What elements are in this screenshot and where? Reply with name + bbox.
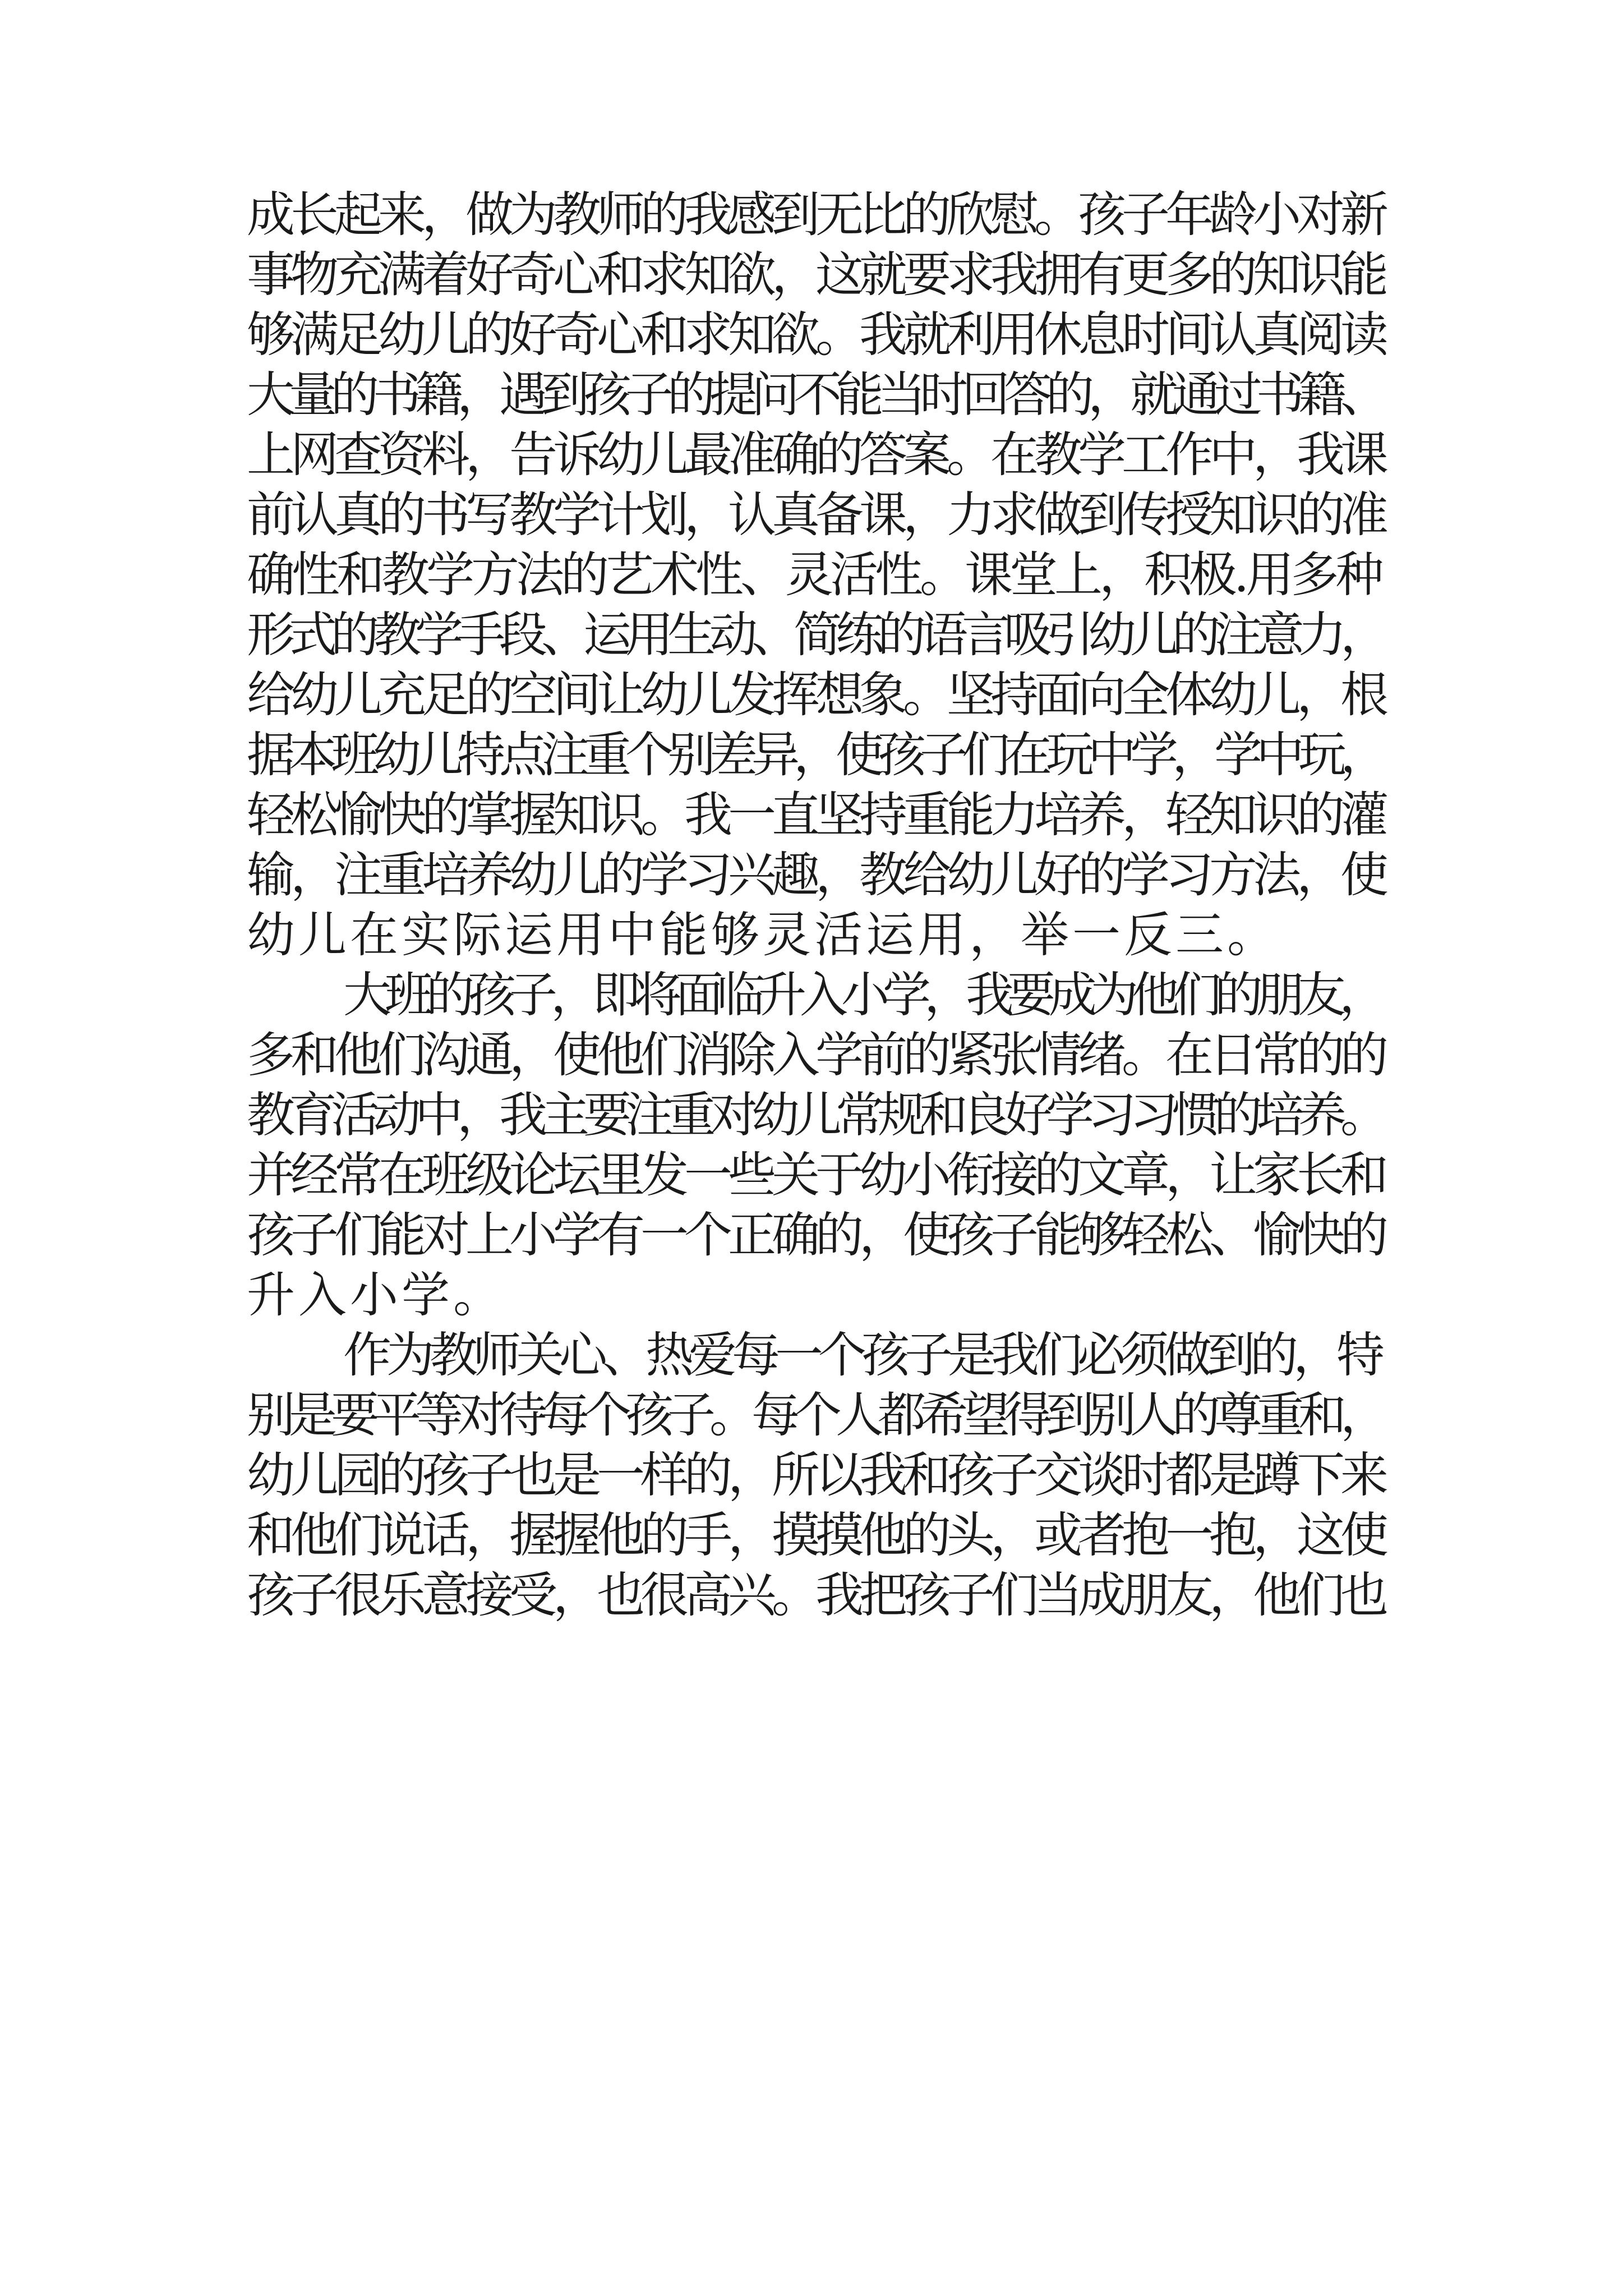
text-line: 据本班幼儿特点注重个别差异，使孩子们在玩中学，学中玩， <box>247 727 1382 783</box>
text-line: 升入小学。 <box>247 1267 505 1323</box>
text-line: 并经常在班级论坛里发一些关于幼小衔接的文章，让家长和 <box>247 1147 1384 1203</box>
text-line: 成长起来，做为教师的我感到无比的欣慰。孩子年龄小对新 <box>247 187 1384 243</box>
paragraph-2 <box>247 965 1385 1326</box>
text-line: 别是要平等对待每个孩子。每个人都希望得到别人的尊重和， <box>247 1387 1382 1443</box>
text-line: 幼儿在实际运用中能够灵活运用，举一反三。 <box>247 907 1279 963</box>
text-line: 孩子很乐意接受，也很高兴。我把孩子们当成朋友，他们也 <box>247 1567 1384 1623</box>
text-line-indented: 作为教师关心、热爱每一个孩子是我们必须做到的，特 <box>343 1327 1380 1383</box>
text-line: 轻松愉快的掌握知识。我一直坚持重能力培养，轻知识的灌 <box>247 787 1384 843</box>
text-line: 和他们说话，握握他的手，摸摸他的头，或者抱一抱，这使 <box>247 1507 1384 1563</box>
text-line: 上网查资料，告诉幼儿最准确的答案。在教学工作中，我课 <box>247 427 1384 483</box>
body-text <box>247 185 1385 1626</box>
text-line: 孩子们能对上小学有一个正确的，使孩子能够轻松、愉快的 <box>247 1207 1384 1263</box>
text-line: 前认真的书写教学计划，认真备课，力求做到传授知识的准 <box>247 487 1384 543</box>
text-line: 给幼儿充足的空间让幼儿发挥想象。坚持面向全体幼儿，根 <box>247 667 1384 723</box>
text-line: 形式的教学手段、运用生动、简练的语言吸引幼儿的注意力， <box>247 607 1382 663</box>
text-line: 事物充满着好奇心和求知欲，这就要求我拥有更多的知识能 <box>247 247 1384 303</box>
text-line: 输，注重培养幼儿的学习兴趣，教给幼儿好的学习方法，使 <box>247 847 1384 903</box>
paragraph-3 <box>247 1326 1385 1626</box>
text-line: 多和他们沟通，使他们消除入学前的紧张情绪。在日常的的 <box>247 1027 1384 1083</box>
paragraph-1 <box>247 185 1385 965</box>
text-line: 幼儿园的孩子也是一样的，所以我和孩子交谈时都是蹲下来 <box>247 1447 1384 1503</box>
text-line: 教育活动中，我主要注重对幼儿常规和良好学习习惯的培养。 <box>247 1087 1382 1143</box>
text-line-indented: 大班的孩子，即将面临升入小学，我要成为他们的朋友， <box>343 967 1381 1023</box>
text-line: 够满足幼儿的好奇心和求知欲。我就利用休息时间认真阅读 <box>247 307 1384 363</box>
text-line: 确性和教学方法的艺术性、灵活性。课堂上，积极.用多种 <box>247 547 1381 603</box>
text-line: 大量的书籍，遇到孩子的提问不能当时回答的，就通过书籍、 <box>247 367 1382 423</box>
